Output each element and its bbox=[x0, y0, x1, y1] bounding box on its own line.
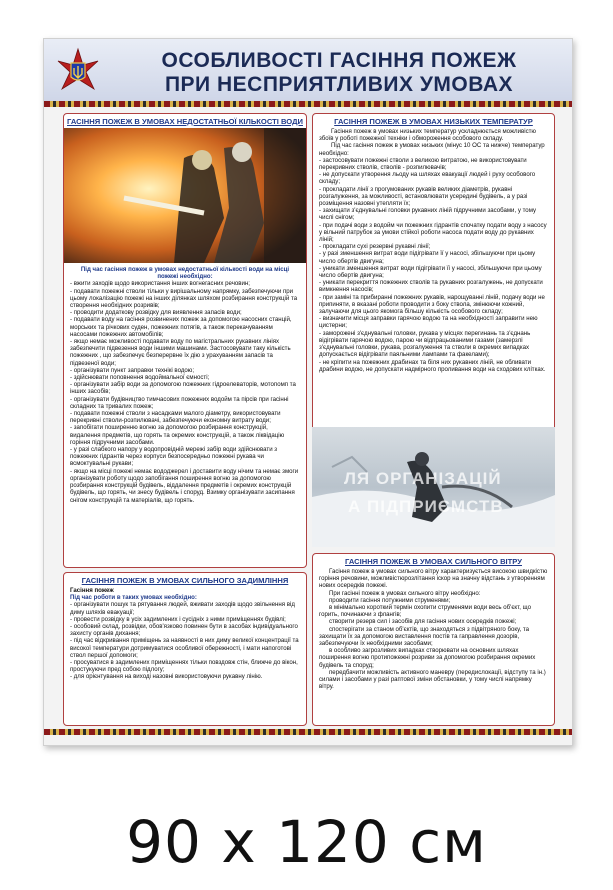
ornament-top bbox=[44, 101, 572, 107]
list-item: - подавати пожежні стволи тільки у вирішальному напрямку, забезпечуючи при цьому локалізацію пожежі на інших ділянках шляхом розбирання конструкцій та створення необхідних розривів; bbox=[70, 287, 298, 310]
poster bbox=[43, 38, 573, 746]
poster-title-line1: ОСОБЛИВОСТІ ГАСІННЯ ПОЖЕЖ bbox=[161, 49, 517, 72]
panel-label: Гасіння пожеж bbox=[70, 587, 114, 594]
list-item: - організувати пошук та рятування людей, вживати заходів щодо звільнення від диму шляхів евакуації; bbox=[70, 601, 295, 616]
list-item: - визначити місця заправки гарячою водою та на необхідності заправити нею цистерни; bbox=[319, 315, 538, 330]
paragraph: Гасіння пожеж в умовах сильного вітру характеризується високою швидкістю горіння речовини, можливістюрозлітання іскор на значну відстань з утворенням нових осередків пожежі. bbox=[319, 568, 548, 590]
panel-title: ГАСІННЯ ПОЖЕЖ В УМОВАХ НЕДОСТАТНЬОЇ КІЛЬКОСТІ ВОДИ bbox=[67, 117, 303, 126]
panel-water-shortage bbox=[63, 113, 307, 568]
list-item: - здійснювати поповнення водоймальної ємності; bbox=[70, 374, 210, 382]
panel-title: ГАСІННЯ ПОЖЕЖ В УМОВАХ СИЛЬНОГО ЗАДИМЛІННЯ bbox=[81, 576, 289, 585]
list-item: - вжити заходів щодо використання інших вогнегасних речовин; bbox=[70, 280, 250, 288]
list-item: - організувати забір води за допомогою пожежних гідроелеваторів, мотопомп та інших засобів; bbox=[70, 381, 296, 396]
list-item: - для орієнтування на виході назовні використовуючи рукавну лінію. bbox=[70, 673, 263, 681]
paragraph: спостерігати за станом об'єктів, що знаходяться з підвітряного боку, та захищати їх за допомогою виставлення постів та гаправлення дозорів, забезпечуючи їх необхідними засобами; bbox=[319, 625, 530, 648]
size-label: 90 x 120 см bbox=[126, 808, 487, 876]
list-item: - у разі слабкого напору у водопровідній мережі забір води здійснювати з пожежних гідрантів через корпуси безпосередньо пожежні рукава чи всмоктувальні рукави; bbox=[70, 446, 278, 468]
ornament-bottom bbox=[44, 729, 572, 735]
list-item: - просуватися в задимлених приміщеннях тільки повздовж стін, ближче до вікон, простукуючи пред собою підлогу; bbox=[70, 659, 298, 674]
paragraph: в особливо загрозливих випадках створювати на основних шляхах поширення вогню протипожежні розриви за допомогою розбирання окремих будівель та споруд; bbox=[319, 647, 536, 669]
list-item: - запобігати поширенню вогню за допомогою розбирання конструкцій, видалення предметів, що горять та окремих конструкцій, а також ліквідацію горіння підручними засобами. bbox=[70, 424, 285, 446]
list-item: - не кріпити на пожежних драбинах та біля них рукавних ліній, не обливати драбини водою, не допускати надмірного проливання води на сходових клітках. bbox=[319, 358, 546, 373]
list-item: - проводити додаткову розвідку для виявлення запасів води; bbox=[70, 309, 242, 317]
paragraph: При гасінні пожеж в умовах сильного вітру необхідно: bbox=[329, 589, 481, 597]
paragraph: Гасіння пожеж в умовах низьких температур ускладнюється можливістю збоїв у роботі пожежної техніки і обмороження особового складу. bbox=[319, 128, 536, 143]
coat-of-arms-icon bbox=[56, 47, 100, 93]
list-item: - під час відкривання приміщень за наявності в них диму великої концентрації та високої температури дотримуватися особливої обережності, і мати напоготові ствол першої допомоги; bbox=[70, 637, 299, 659]
panel-intro: Під час роботи в таких умовах необхідно: bbox=[70, 594, 197, 602]
panel-strong-wind bbox=[312, 553, 555, 726]
list-item: - не допускати утворення льоду на шляхах евакуації людей і руху особового складу; bbox=[319, 171, 536, 186]
list-item: - якщо немає можливості подавати воду по магістральних рукавних лініях забезпечити підвезення води іншими машинами. Застосовувати таку кількість пожежних , що забезпечує безперервне їх дію з урахуванням запасів та підвезеної води; bbox=[70, 338, 291, 367]
paragraph: проводити гасіння потужними струменями; bbox=[329, 596, 451, 604]
watermark-line1: ЛЯ ОРГАНІЗАЦІЙ bbox=[344, 469, 502, 488]
firefighters-photo bbox=[64, 128, 306, 263]
poster-title-line2: ПРИ НЕСПРИЯТЛИВИХ УМОВАХ bbox=[164, 73, 514, 96]
paragraph: передбачити можливість активного маневру (передислокації, відступу та ін.) силами і засобами у разі раптової зміни обстановки, у тому числі напрямку вітру. bbox=[319, 668, 546, 691]
poster-header bbox=[44, 39, 572, 101]
list-item: - провести розвідку в усіх задимлених і сусідніх з ними приміщеннях будівлі; bbox=[70, 615, 286, 623]
list-item: - прокладати сухі резервні рукавні лінії; bbox=[319, 243, 431, 251]
list-item: - захищати з'єднувальні головки рукавних ліній підручними засобами, у тому числі снігом; bbox=[319, 207, 537, 222]
list-item: - організувати пункт заправки технікі водою; bbox=[70, 366, 195, 374]
panel-intro: Під час гасіння пожеж в умовах недостатньої кількості води на місці пожежі необхідно: bbox=[80, 266, 290, 281]
list-item: - при заміні та прибиранні пожежних рукавів, нарощуванні ліній, подачу води не припиняти, в вказані роботи проводити з боку ствола, змінюючи кожний, залучаючи для цього якомога більшу кількість особового складу; bbox=[319, 293, 545, 316]
list-item: - заморожені з'єднувальні головки, рукава у місцях перегинань та з'єднань відігрівати гарячою водою, парою чи відпрацьованими газами (замерзлі з'єднувальні головки, рукава, розгалуження та стволи в окремих випадках допускається відігрівати паяльними лампами та факелами); bbox=[319, 329, 531, 359]
list-item: - застосовувати пожежні стволи з великою витратою, не використовувати перекривних стволів, стволів - розпилювачів; bbox=[319, 156, 527, 172]
list-item: - особовий склад, розвідки, обов'язково повинен бути в засобах індивідуального захисту органів дихання; bbox=[70, 623, 298, 638]
list-item: - організувати будівництво тимчасових пожежних водойм та пірсів при гасінні складних та тривалих пожеж; bbox=[70, 395, 289, 410]
panel-title: ГАСІННЯ ПОЖЕЖ В УМОВАХ НИЗЬКИХ ТЕМПЕРАТУР bbox=[334, 117, 533, 126]
list-item: - подавати воду на гасіння розвинених пожеж за допомогою насосних станцій, морських та річкових суден, пожежних потягів, а також перекачуванням насосами пожежних автомобілів; bbox=[70, 316, 292, 338]
list-item: - подавати пожежні стволи з насадками малого діаметру, використовувати перекривні стволи-розпилювачі, забезпечуючи економну витрату води; bbox=[70, 410, 281, 425]
paragraph: Під час гасіння пожеж в умовах низьких (мінус 10 ОС та нижче) температур необхідно: bbox=[319, 142, 545, 157]
paragraph: в мінімально короткий термін охопити струменями води весь об'єкт, що горить, починаючи з флангів; bbox=[319, 604, 531, 619]
panel-heavy-smoke bbox=[63, 572, 307, 726]
list-item: - уникати перекриття пожежних стволів та рукавних розгалужень, не допускати вимкнення насосів; bbox=[319, 279, 543, 294]
list-item: - прокладати лінії з прогумованих рукавів великих діаметрів, рукавні розгалуження, за можливості, встановлювати усередині будівель, а у разі розміщення назовні утепляти їх; bbox=[319, 185, 528, 208]
list-item: - уникати зменшення витрат води підігрівати її у насосі, збільшуючи при цьому число обертів двигуна; bbox=[319, 264, 542, 280]
list-item: - якщо на місці пожежі немає вододжерел і доставити воду нічим та немає змоги організувати роботу щодо запобігання поширення вогню за допомогою розбирання конструкцій будівель, віддалення предметів і окремих конструкцій будівель, що горять, чи знесу будівель і споруд. Взимку організувати засипання снігом конструкцій та матеріалів, що горять. bbox=[70, 467, 299, 504]
watermark-line2: А ПІДПРИЄМСТВ bbox=[348, 497, 504, 516]
panel-title: ГАСІННЯ ПОЖЕЖ В УМОВАХ СИЛЬНОГО ВІТРУ bbox=[345, 557, 522, 566]
list-item: - у разі зменшення витрат води підігрівати її у насосі, збільшуючи при цьому число обертів двигуна; bbox=[319, 250, 536, 265]
list-item: - при подачі води з водойм чи пожежних гідрантів спочатку подати воду з насосу у вільний патрубок за умови стійкої роботи насоса подати воду до рукавних ліній; bbox=[319, 221, 547, 244]
paragraph: створити резерв сил і засобів для гасіння нових осередків пожежі; bbox=[329, 618, 517, 626]
